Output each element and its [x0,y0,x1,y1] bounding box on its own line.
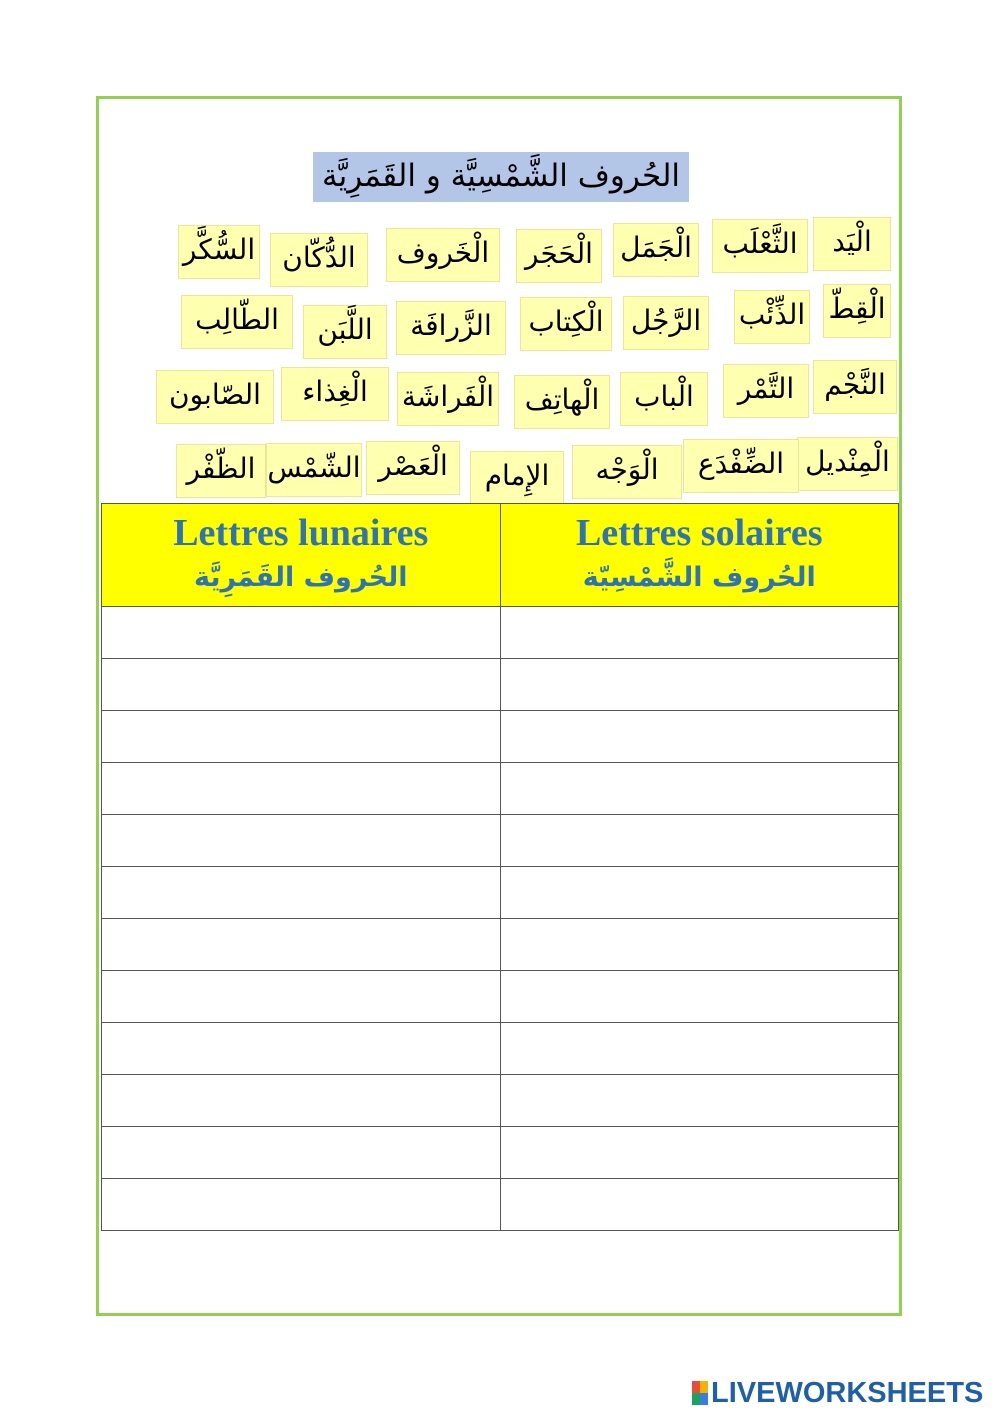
word-card[interactable]: الثَّعْلَب [712,219,808,273]
solar-drop-cell[interactable] [500,815,899,867]
word-card[interactable]: الْوَجْه [572,445,682,499]
solar-drop-cell[interactable] [500,763,899,815]
word-card[interactable]: الْفَراشَة [397,372,499,426]
word-card[interactable]: الْيَد [813,217,891,271]
word-card[interactable]: اللَّبَن [303,305,387,359]
word-card[interactable]: الشّمْس [266,443,362,497]
word-card[interactable]: الإِمام [470,451,564,505]
lunar-header-fr: Lettres lunaires [173,512,429,554]
lunar-drop-cell[interactable] [102,1127,501,1179]
liveworksheets-logo-icon [692,1381,708,1405]
word-card[interactable]: الْخَروف [386,228,500,282]
solar-header-ar: الحُروف الشَّمْسِيّة [582,562,816,593]
lunar-drop-cell[interactable] [102,971,501,1023]
logo-square-green [692,1393,700,1405]
lunar-drop-cell[interactable] [102,763,501,815]
solar-drop-cell[interactable] [500,1075,899,1127]
word-card[interactable]: التَّمْر [723,364,809,418]
lunar-drop-cell[interactable] [102,1075,501,1127]
liveworksheets-logo[interactable] [692,1376,983,1410]
word-card[interactable]: الْهاتِف [514,375,610,429]
word-card[interactable]: الْحَجَر [516,229,602,283]
solar-drop-cell[interactable] [500,1023,899,1075]
solar-header-fr: Lettres solaires [575,512,823,554]
lunar-drop-cell[interactable] [102,1179,501,1231]
lunar-drop-cell[interactable] [102,815,501,867]
solar-drop-cell[interactable] [500,1179,899,1231]
solar-drop-cell[interactable] [500,711,899,763]
word-card[interactable]: الرَّجُل [623,296,709,350]
solar-drop-cell[interactable] [500,971,899,1023]
word-card[interactable]: الْجَمَل [613,223,699,277]
worksheet-title: الحُروف الشَّمْسِيَّة و القَمَرِيَّة [313,152,689,202]
solar-drop-cell[interactable] [500,919,899,971]
word-card[interactable]: الْمِنْديل [797,437,898,491]
word-card[interactable]: الْغِذاء [281,367,389,421]
solar-drop-cell[interactable] [500,867,899,919]
word-card[interactable]: الضِّفْدَع [683,439,799,493]
lunar-header-ar: الحُروف القَمَرِيَّة [194,562,408,593]
solar-header [500,504,899,607]
lunar-drop-cell[interactable] [102,1023,501,1075]
word-card[interactable]: الظّفْر [176,444,266,498]
logo-square-yellow [700,1381,708,1393]
solar-drop-cell[interactable] [500,659,899,711]
lunar-drop-cell[interactable] [102,607,501,659]
word-card[interactable]: الذِّئْب [734,290,810,344]
logo-square-blue [700,1393,708,1405]
solar-drop-cell[interactable] [500,1127,899,1179]
word-card[interactable]: الْقِطّ [823,284,891,338]
solar-drop-cell[interactable] [500,607,899,659]
word-card[interactable]: الطّالِب [181,295,293,349]
word-card[interactable]: الصّابون [156,370,274,424]
word-card[interactable]: النَّجْم [813,360,897,414]
word-card[interactable]: الزَّرافَة [396,301,506,355]
liveworksheets-logo-text: LIVEWORKSHEETS [711,1376,984,1409]
lunar-drop-cell[interactable] [102,919,501,971]
lunar-drop-cell[interactable] [102,659,501,711]
lunar-drop-cell[interactable] [102,711,501,763]
word-card[interactable]: الدُّكّان [270,233,368,287]
sorting-table [101,503,899,1231]
word-card[interactable]: الْكِتاب [520,297,612,351]
word-card[interactable]: الْعَصْر [366,441,460,495]
logo-square-red [692,1381,700,1393]
word-card[interactable]: السُّكَّر [178,225,260,279]
word-card[interactable]: الْباب [620,372,708,426]
lunar-header [102,504,501,607]
lunar-drop-cell[interactable] [102,867,501,919]
